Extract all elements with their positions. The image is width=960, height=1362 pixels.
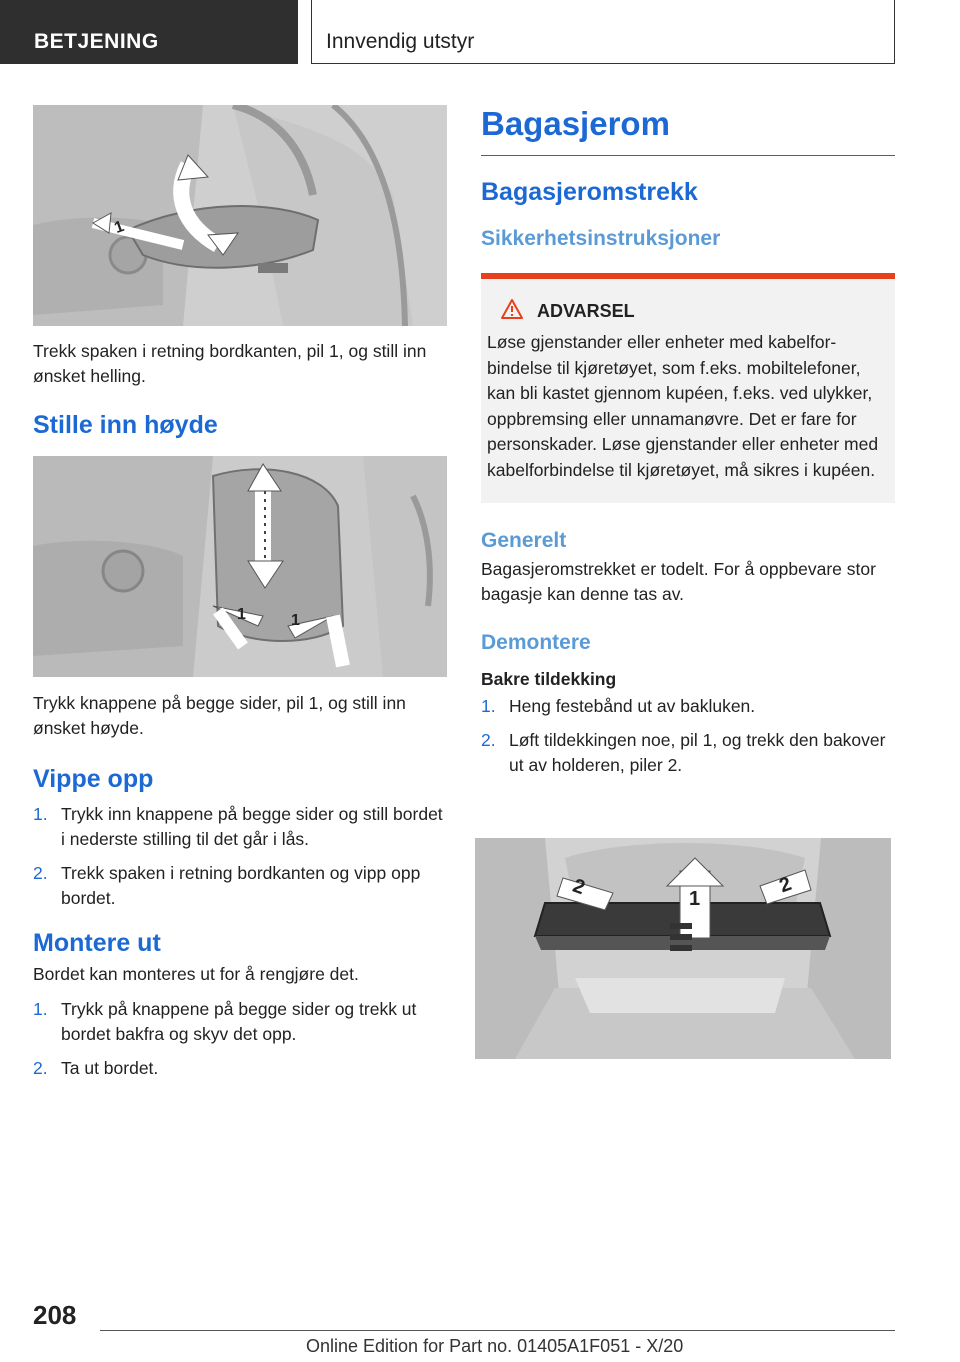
tilt-steps (33, 802, 447, 911)
button-label-right: 1 (291, 612, 300, 629)
step-text: Trykk på knappene på begge sider og trekk ut bordet bakfra og skyv det opp. (61, 999, 417, 1044)
step-number: 1. (33, 804, 48, 824)
remove-steps (33, 997, 447, 1081)
subheading-rear-cover: Bakre tildekking (481, 669, 617, 689)
general-text: Bagasjeromstrekket er todelt. For å oppbevare stor bagasje kan denne tas av. (481, 559, 876, 604)
warning-triangle-icon (501, 299, 523, 324)
arrow-label-1: 1 (112, 218, 127, 238)
button-label-left: 1 (237, 606, 246, 623)
left-column (33, 105, 447, 1090)
caption-height: Trykk knappene på begge sider, pil 1, og still inn ønsket høyde. (33, 693, 406, 738)
remove-intro: Bordet kan monteres ut for å rengjøre det. (33, 964, 359, 984)
list-item (33, 802, 447, 852)
chapter-tab (311, 0, 895, 64)
section-title: BETJENING (34, 30, 159, 53)
step-number: 2. (481, 730, 496, 750)
step-number: 2. (33, 863, 48, 883)
arrow-label-1-center: 1 (689, 888, 701, 910)
page-title: Bagasjerom (481, 105, 895, 156)
heading-safety: Sikkerhetsinstruksjoner (481, 227, 721, 250)
arrow-label-2-right: 2 (776, 872, 795, 898)
page-number: 208 (33, 1300, 77, 1330)
list-item (33, 1056, 447, 1081)
heading-remove: Montere ut (33, 929, 161, 957)
heading-general: Generelt (481, 529, 567, 552)
warning-title: ADVARSEL (537, 301, 635, 321)
illustration-tilt-lever (33, 105, 447, 326)
warning-box (481, 273, 895, 503)
chapter-title: Innvendig utstyr (326, 30, 475, 53)
caption-tilt: Trekk spaken i retning bordkanten, pil 1, og still inn ønsket helling. (33, 341, 427, 386)
step-number: 2. (33, 1058, 48, 1078)
illustration-trunk-cover (475, 838, 891, 1059)
list-item (481, 694, 895, 719)
right-column (481, 105, 895, 787)
step-text: Løft tildekkingen noe, pil 1, og trekk den bakover ut av holderen, piler 2. (509, 730, 886, 775)
dismantle-steps (481, 694, 895, 778)
illustration-height-buttons (33, 456, 447, 677)
list-item (481, 728, 895, 778)
warning-text: Løse gjenstander eller enheter med kabelforbindelse til kjøretøyet, som f.eks. mobiltelefoner, kan bli kastet gjennom kupéen, f.eks. ved ulykker, oppbremsing eller unnamanøvre. Det er fare for personskader. Løse gjenstander eller enheter med kabelforbindelse til kjøretøyet, må sikres i kupéen. (487, 332, 879, 480)
heading-set-height: Stille inn høyde (33, 411, 218, 439)
arrow-label-2-left: 2 (569, 874, 588, 900)
list-item (33, 861, 447, 911)
warning-header (487, 299, 885, 324)
edition-note: Online Edition for Part no. 01405A1F051 - X/20 (306, 1336, 684, 1356)
heading-dismantle: Demontere (481, 631, 591, 654)
step-text: Trekk spaken i retning bordkanten og vipp opp bordet. (61, 863, 421, 908)
step-text: Heng festebånd ut av bakluken. (509, 696, 756, 716)
footer-divider (100, 1330, 895, 1331)
list-item (33, 997, 447, 1047)
section-tab (0, 0, 298, 64)
step-text: Trykk inn knappene på begge sider og still bordet i nederste stilling til det går i lås. (61, 804, 443, 849)
step-text: Ta ut bordet. (61, 1058, 159, 1078)
step-number: 1. (481, 696, 496, 716)
step-number: 1. (33, 999, 48, 1019)
heading-tilt-up: Vippe opp (33, 765, 154, 793)
heading-cargo-cover: Bagasjeromstrekk (481, 178, 698, 206)
